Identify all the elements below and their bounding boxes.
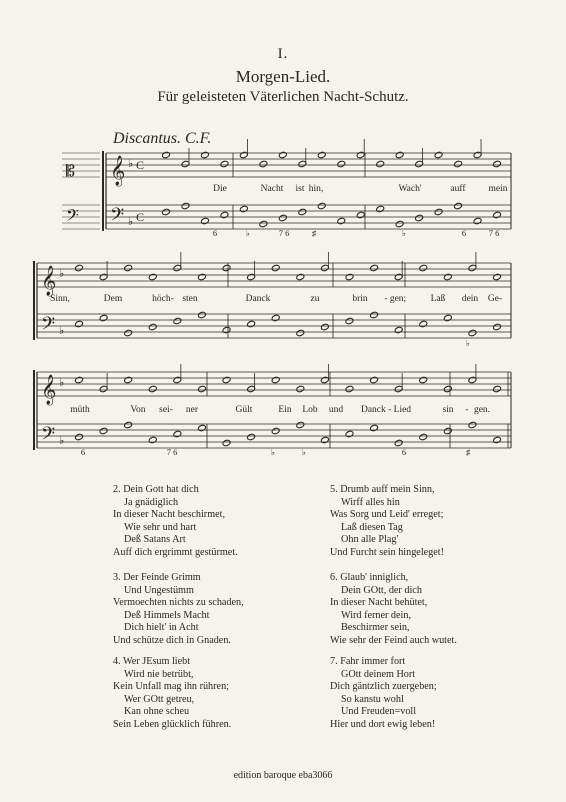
- verse-line: Wird ferner dein,: [341, 609, 412, 621]
- verse-line: 6. Glaub' inniglich,: [330, 572, 409, 583]
- note-head: [376, 205, 385, 212]
- figured-bass-figure: 6: [212, 228, 218, 238]
- note-head: [197, 385, 206, 392]
- verse-line: Beschirmer sein,: [341, 622, 410, 634]
- note-head: [493, 385, 502, 392]
- note-head: [200, 217, 209, 224]
- verse-line: Dein GOtt, der dich: [341, 584, 422, 596]
- note-head: [148, 273, 157, 280]
- flat-key-signature-icon: ♭: [59, 377, 65, 389]
- bass-clef-icon: 𝄢: [41, 423, 56, 448]
- note-head: [124, 376, 133, 383]
- figured-bass-figure: 7 6: [488, 228, 500, 238]
- note-head: [271, 314, 280, 321]
- lyric-syllable: gen.: [473, 405, 491, 415]
- voice-label: Discantus. C.F.: [113, 130, 212, 147]
- lyric-syllable: Laß: [430, 294, 446, 304]
- figured-bass-figure: ♭: [245, 228, 251, 238]
- note-head: [99, 314, 108, 321]
- note-head: [473, 217, 482, 224]
- note-head: [222, 439, 231, 446]
- note-head: [370, 264, 379, 271]
- publisher-footer: edition baroque eba3066: [233, 770, 333, 781]
- figured-bass-figure: ♭: [401, 228, 407, 238]
- note-head: [395, 220, 404, 227]
- alto-clef-icon: 𝄡: [66, 163, 75, 180]
- note-head: [222, 264, 231, 271]
- verse-line: Vermoechten nichts zu schaden,: [113, 597, 244, 609]
- lyric-syllable: Ein: [278, 405, 292, 415]
- lyric-syllable: ner: [185, 405, 199, 415]
- verse-line: Wie sehr der Feind auch wutet.: [330, 634, 457, 646]
- figured-bass-figure: 7 6: [278, 228, 290, 238]
- note-head: [493, 436, 502, 443]
- note-head: [468, 421, 477, 428]
- note-head: [296, 329, 305, 336]
- verse-line: Laß diesen Tag: [341, 521, 403, 533]
- note-head: [148, 323, 157, 330]
- treble-clef-icon: 𝄞: [41, 375, 57, 404]
- verse-line: Hier und dort ewig leben!: [330, 718, 436, 730]
- note-head: [443, 273, 452, 280]
- verse-line: Ohn alle Plag': [341, 534, 399, 546]
- lyric-syllable: mein: [488, 184, 508, 194]
- lyric-syllable: hin,: [308, 184, 324, 194]
- lyric-syllable: Ge-: [487, 294, 503, 304]
- lyric-syllable: Die: [213, 184, 227, 194]
- note-head: [298, 208, 307, 215]
- lyric-syllable: sei-: [159, 405, 173, 415]
- note-head: [247, 433, 256, 440]
- note-head: [173, 430, 182, 437]
- note-head: [337, 160, 346, 167]
- flat-key-signature-icon: ♭: [59, 268, 65, 280]
- verse-line: In dieser Nacht beschirmet,: [113, 509, 226, 521]
- note-head: [173, 317, 182, 324]
- figured-bass-figure: ♯: [311, 228, 317, 238]
- flat-key-signature-icon: ♭: [59, 325, 65, 337]
- lyric-syllable: Von: [130, 405, 146, 415]
- lyric-syllable: gen;: [389, 294, 407, 304]
- note-head: [419, 376, 428, 383]
- bass-clef-icon: 𝄢: [41, 313, 56, 338]
- figured-bass-figure: 6: [80, 447, 86, 457]
- lyric-syllable: auff: [450, 184, 466, 194]
- verse-line: Was Sorg und Leid' erreget;: [330, 509, 444, 521]
- verse-3: [113, 572, 313, 648]
- lyric-syllable: höch-: [152, 294, 174, 304]
- note-head: [162, 151, 171, 158]
- lyric-syllable: müth: [70, 405, 90, 415]
- note-head: [75, 264, 84, 271]
- note-head: [337, 217, 346, 224]
- verse-line: Dich hielt' in Acht: [124, 622, 199, 634]
- lyric-syllable: Sinn,: [50, 294, 70, 304]
- lyric-syllable: zu: [310, 294, 320, 304]
- note-head: [75, 320, 84, 327]
- note-head: [278, 214, 287, 221]
- note-head: [148, 436, 157, 443]
- note-head: [468, 329, 477, 336]
- note-head: [271, 427, 280, 434]
- note-head: [278, 151, 287, 158]
- note-head: [394, 439, 403, 446]
- note-head: [197, 424, 206, 431]
- lyric-syllable: Nacht: [260, 184, 284, 194]
- verse-4: [113, 656, 313, 732]
- note-head: [454, 202, 463, 209]
- note-head: [345, 430, 354, 437]
- note-head: [345, 317, 354, 324]
- note-head: [395, 151, 404, 158]
- note-head: [124, 329, 133, 336]
- note-head: [434, 151, 443, 158]
- verse-line: 4. Wer JEsum liebt: [113, 656, 191, 667]
- note-head: [443, 314, 452, 321]
- note-head: [296, 273, 305, 280]
- note-head: [247, 320, 256, 327]
- note-head: [162, 208, 171, 215]
- note-head: [181, 202, 190, 209]
- note-head: [317, 151, 326, 158]
- note-head: [259, 160, 268, 167]
- verse-line: Wie sehr und hart: [124, 521, 197, 533]
- verse-line: 5. Drumb auff mein Sinn,: [330, 484, 435, 495]
- lyric-syllable: Danck - Lied: [360, 405, 412, 415]
- note-head: [370, 376, 379, 383]
- lyric-syllable: sin: [442, 405, 454, 415]
- lyric-syllable: -: [465, 405, 469, 415]
- note-head: [124, 264, 133, 271]
- note-head: [493, 211, 502, 218]
- note-head: [124, 421, 133, 428]
- note-head: [419, 264, 428, 271]
- bass-clef-icon: 𝄢: [110, 204, 125, 229]
- notes: [75, 139, 502, 447]
- verse-line: Und Ungestümm: [124, 584, 194, 596]
- note-head: [75, 376, 84, 383]
- note-head: [454, 160, 463, 167]
- figured-bass-figure: 6: [401, 447, 407, 457]
- flat-key-signature-icon: ♭: [128, 216, 134, 228]
- note-head: [493, 323, 502, 330]
- note-head: [259, 220, 268, 227]
- figured-bass-figure: ♭: [465, 338, 471, 348]
- lyric-syllable: dein: [461, 294, 479, 304]
- note-head: [376, 160, 385, 167]
- verse-line: Wirff alles hin: [341, 496, 400, 508]
- note-head: [148, 385, 157, 392]
- hymn-number: I.: [277, 46, 289, 62]
- note-head: [320, 436, 329, 443]
- hymn-subtitle: Für geleisteten Väterlichen Nacht-Schutz.: [157, 89, 409, 105]
- verse-line: Dich gäntzlich zuergeben;: [330, 681, 437, 693]
- verse-6: [330, 572, 530, 648]
- note-head: [239, 205, 248, 212]
- figured-bass-figure: 6: [461, 228, 467, 238]
- lyric-syllable: -: [384, 294, 388, 304]
- figured-bass-figure: ♯: [465, 447, 471, 457]
- note-head: [75, 433, 84, 440]
- note-head: [271, 376, 280, 383]
- figured-bass-figure: ♭: [301, 447, 307, 457]
- note-head: [394, 326, 403, 333]
- lyric-syllable: brin: [352, 294, 368, 304]
- verse-line: Sein Leben glücklich führen.: [113, 718, 232, 730]
- verse-line: In dieser Nacht behütet,: [330, 597, 428, 609]
- figured-bass: [81, 228, 499, 457]
- note-head: [443, 427, 452, 434]
- verse-line: GOtt deinem Hort: [341, 668, 416, 680]
- verse-line: Und Freuden=voll: [341, 706, 417, 718]
- verse-line: Kan ohne scheu: [124, 706, 190, 718]
- verse-line: 3. Der Feinde Grimm: [113, 572, 201, 583]
- note-head: [317, 202, 326, 209]
- verse-line: So kanstu wohl: [341, 693, 404, 705]
- verse-line: Und Furcht sein hingeleget!: [330, 546, 445, 558]
- lyric-syllable: Danck: [245, 294, 271, 304]
- lyric-syllable: Dem: [103, 294, 123, 304]
- verse-line: Wird nie betrübt,: [124, 668, 194, 680]
- verse-2: [113, 484, 313, 560]
- verse-line: 7. Fahr immer fort: [330, 656, 406, 667]
- treble-clef-icon: 𝄞: [41, 266, 57, 295]
- note-head: [370, 311, 379, 318]
- note-head: [356, 211, 365, 218]
- lyric-syllable: Wach': [398, 184, 422, 194]
- lyric-syllable: Gült: [235, 405, 253, 415]
- verse-line: Auff dich ergrimmt gestürmet.: [113, 546, 238, 558]
- note-head: [345, 385, 354, 392]
- note-head: [296, 385, 305, 392]
- verse-line: Deß Satans Art: [124, 534, 186, 546]
- note-head: [370, 424, 379, 431]
- verse-line: Deß Himmels Macht: [124, 609, 210, 621]
- note-head: [220, 211, 229, 218]
- verse-line: Ja gnädiglich: [124, 496, 179, 508]
- note-head: [493, 273, 502, 280]
- lyric-syllable: und: [328, 405, 344, 415]
- verse-line: 2. Dein Gott hat dich: [113, 484, 199, 495]
- note-head: [222, 326, 231, 333]
- note-head: [419, 320, 428, 327]
- flat-key-signature-icon: ♭: [128, 158, 134, 170]
- note-head: [220, 160, 229, 167]
- common-time-icon: C: [136, 210, 145, 224]
- note-head: [434, 208, 443, 215]
- note-head: [197, 273, 206, 280]
- note-head: [345, 273, 354, 280]
- note-head: [320, 323, 329, 330]
- note-head: [99, 427, 108, 434]
- lyric-syllable: ist: [295, 184, 305, 194]
- flat-key-signature-icon: ♭: [59, 435, 65, 447]
- verse-7: [330, 656, 530, 732]
- note-head: [296, 421, 305, 428]
- note-head: [222, 376, 231, 383]
- note-head: [415, 214, 424, 221]
- treble-clef-icon: 𝄞: [110, 156, 126, 185]
- verse-5: [330, 484, 530, 560]
- note-head: [493, 160, 502, 167]
- verse-line: Wer GOtt getreu,: [124, 693, 195, 705]
- lyric-syllable: Lob: [302, 405, 318, 415]
- common-time-icon: C: [136, 158, 145, 172]
- verse-line: Kein Unfall mag ihn rühren;: [113, 681, 229, 693]
- note-head: [271, 264, 280, 271]
- lyric-syllable: sten: [182, 294, 198, 304]
- figured-bass-figure: 7 6: [166, 447, 178, 457]
- note-head: [419, 433, 428, 440]
- note-head: [200, 151, 209, 158]
- bass-clef-icon: 𝄢: [66, 207, 79, 229]
- note-head: [443, 385, 452, 392]
- hymn-title: Morgen-Lied.: [235, 67, 331, 86]
- figured-bass-figure: ♭: [270, 447, 276, 457]
- verse-line: Und schütze dich in Gnaden.: [113, 634, 231, 646]
- note-head: [197, 311, 206, 318]
